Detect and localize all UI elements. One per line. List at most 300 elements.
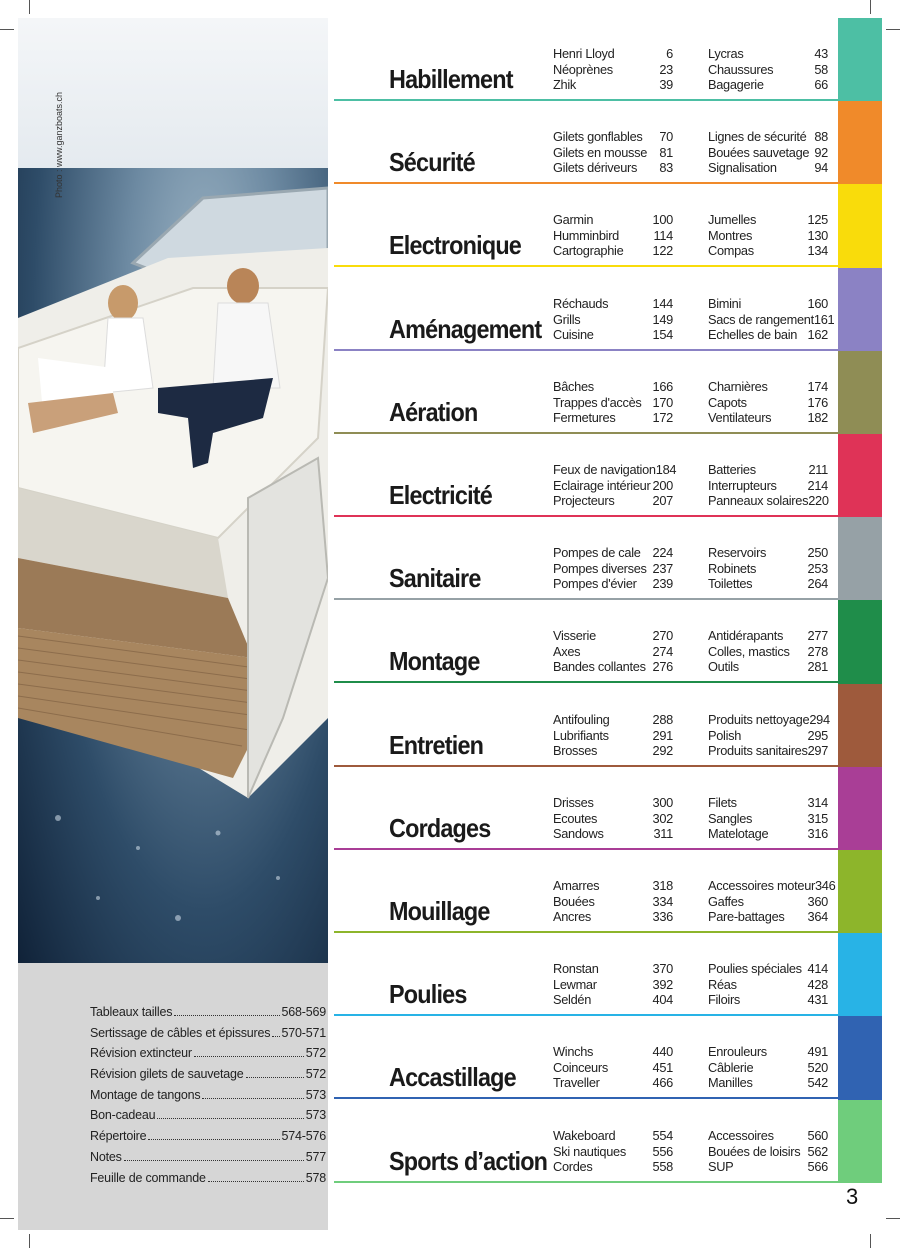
subcategory-item[interactable] — [708, 992, 828, 1008]
subcategory-page: 125 — [807, 212, 828, 227]
subcategory-label: Pompes diverses — [553, 560, 647, 576]
subcategory-item[interactable] — [708, 129, 828, 145]
subcategory-item[interactable] — [708, 1060, 828, 1076]
subcategory-page: 288 — [652, 712, 673, 727]
category-divider — [334, 1181, 838, 1183]
subcategory-item[interactable] — [708, 909, 828, 925]
subcategory-item[interactable] — [553, 46, 673, 62]
subcategory-page: 184 — [655, 462, 677, 477]
subcategory-label: Signalisation — [708, 160, 777, 176]
subcategory-label: Ventilateurs — [708, 410, 772, 426]
subcategory-page: 182 — [807, 410, 828, 426]
subcategory-label: Bimini — [708, 296, 742, 311]
subcategory-item[interactable] — [553, 478, 673, 494]
category-title: Habillement — [389, 64, 513, 94]
subcategory-page: 134 — [807, 243, 828, 259]
category-color-tab[interactable] — [838, 767, 882, 850]
subcategory-item[interactable] — [708, 576, 828, 592]
subcategory-item[interactable] — [553, 228, 673, 244]
subcategory-label: Winchs — [553, 1044, 594, 1059]
page-number: 3 — [846, 1184, 859, 1209]
subcategory-item[interactable] — [553, 62, 673, 78]
subcategory-item[interactable] — [708, 1128, 828, 1144]
subcategory-item[interactable] — [708, 628, 828, 644]
index-item[interactable]: Bon-cadeau 573 — [90, 1108, 326, 1123]
subcategory-label: Axes — [553, 643, 581, 659]
subcategory-label: Lycras — [708, 46, 744, 61]
subcategory-page: 370 — [652, 961, 673, 976]
category-title: Sports d’action — [389, 1146, 548, 1176]
subcategory-page: 162 — [807, 327, 828, 343]
subcategory-page: 39 — [659, 77, 673, 93]
subcategory-label: Cordes — [553, 1159, 593, 1175]
crop-mark — [29, 1234, 30, 1248]
subcategory-page: 300 — [652, 795, 673, 810]
subcategory-page: 83 — [659, 160, 673, 176]
category-column — [708, 712, 828, 759]
crop-mark — [29, 0, 30, 14]
subcategory-item[interactable] — [553, 644, 673, 660]
subcategory-item[interactable] — [553, 493, 673, 509]
subcategory-page: 392 — [652, 976, 673, 992]
category-column — [708, 795, 828, 842]
category-divider — [334, 1097, 838, 1099]
boat-illustration — [18, 18, 328, 963]
subcategory-page: 556 — [652, 1143, 673, 1159]
subcategory-item[interactable] — [553, 212, 673, 228]
subcategory-item[interactable] — [553, 160, 673, 176]
subcategory-item[interactable] — [553, 811, 673, 827]
subcategory-page: 336 — [652, 909, 673, 925]
subcategory-page: 542 — [807, 1075, 828, 1091]
subcategory-item[interactable] — [553, 1044, 673, 1060]
subcategory-label: Bouées sauvetage — [708, 144, 810, 160]
subcategory-label: Gilets dériveurs — [553, 160, 638, 176]
category-column — [553, 46, 673, 93]
subcategory-item[interactable] — [708, 795, 828, 811]
subcategory-item[interactable] — [708, 728, 828, 744]
subcategory-page: 176 — [807, 394, 828, 410]
subcategory-page: 274 — [652, 643, 673, 659]
subcategory-item[interactable] — [553, 728, 673, 744]
category-column — [708, 129, 828, 176]
subcategory-label: Cuisine — [553, 327, 594, 343]
subcategory-page: 281 — [807, 659, 828, 675]
subcategory-page: 214 — [807, 477, 828, 493]
subcategory-page: 292 — [652, 743, 673, 759]
category-column — [708, 1128, 828, 1175]
category-row[interactable] — [334, 850, 838, 933]
subcategory-page: 70 — [659, 129, 673, 144]
subcategory-page: 278 — [807, 643, 828, 659]
subcategory-page: 562 — [807, 1143, 828, 1159]
subcategory-label: Filoirs — [708, 992, 741, 1008]
subcategory-label: Robinets — [708, 560, 757, 576]
category-row[interactable] — [334, 517, 838, 600]
subcategory-page: 558 — [652, 1159, 673, 1175]
category-column — [553, 1044, 673, 1091]
index-item[interactable]: Montage de tangons 573 — [90, 1087, 326, 1102]
subcategory-page: 170 — [652, 394, 673, 410]
subcategory-page: 520 — [807, 1059, 828, 1075]
subcategory-item[interactable] — [708, 212, 828, 228]
subcategory-label: Bouées de loisirs — [708, 1143, 801, 1159]
category-color-tab[interactable] — [838, 850, 882, 933]
category-row[interactable] — [334, 101, 838, 184]
subcategory-label: Enrouleurs — [708, 1044, 767, 1059]
subcategory-page: 220 — [808, 493, 829, 509]
subcategory-label: Outils — [708, 659, 739, 675]
subcategory-item[interactable] — [708, 145, 828, 161]
category-color-tab[interactable] — [838, 434, 882, 517]
subcategory-label: Poulies spéciales — [708, 961, 802, 976]
subcategory-item[interactable] — [553, 576, 673, 592]
subcategory-item[interactable] — [708, 160, 828, 176]
crop-mark — [0, 1218, 14, 1219]
subcategory-label: Gilets gonflables — [553, 129, 643, 144]
category-column — [708, 545, 828, 592]
subcategory-label: Ancres — [553, 909, 592, 925]
category-column — [708, 379, 828, 426]
category-divider — [334, 681, 838, 683]
subcategory-item[interactable] — [708, 712, 828, 728]
subcategory-item[interactable] — [553, 795, 673, 811]
subcategory-item[interactable] — [553, 145, 673, 161]
subcategory-item[interactable] — [708, 743, 828, 759]
category-column — [553, 961, 673, 1008]
category-divider — [334, 265, 838, 267]
subcategory-page: 318 — [652, 878, 673, 893]
subcategory-page: 237 — [652, 560, 673, 576]
subcategory-item[interactable] — [553, 296, 673, 312]
subcategory-label: Sacs de rangement — [708, 311, 814, 327]
category-row[interactable] — [334, 933, 838, 1016]
subcategory-item[interactable] — [708, 478, 828, 494]
subcategory-label: Jumelles — [708, 212, 757, 227]
category-column — [708, 462, 828, 509]
subcategory-item[interactable] — [553, 826, 673, 842]
subcategory-page: 114 — [653, 227, 673, 243]
subcategory-label: Ski nautiques — [553, 1143, 626, 1159]
subcategory-item[interactable] — [553, 77, 673, 93]
boat-photo — [18, 18, 328, 963]
category-column — [553, 129, 673, 176]
subcategory-item[interactable] — [553, 545, 673, 561]
subcategory-label: Matelotage — [708, 826, 769, 842]
subcategory-item[interactable] — [553, 977, 673, 993]
subcategory-label: Lubrifiants — [553, 727, 609, 743]
subcategory-page: 92 — [814, 144, 828, 160]
subcategory-label: Compas — [708, 243, 754, 259]
subcategory-label: Sangles — [708, 810, 753, 826]
subcategory-item[interactable] — [553, 561, 673, 577]
category-color-tab[interactable] — [838, 351, 882, 434]
subcategory-label: Colles, mastics — [708, 643, 790, 659]
subcategory-page: 440 — [652, 1044, 673, 1059]
subcategory-label: Wakeboard — [553, 1128, 616, 1143]
subcategory-label: Projecteurs — [553, 493, 615, 509]
subcategory-page: 172 — [652, 410, 673, 426]
subcategory-page: 94 — [814, 160, 828, 176]
subcategory-page: 207 — [652, 493, 673, 509]
subcategory-label: Brosses — [553, 743, 598, 759]
photo-credit: Photo : www.ganzboats.ch — [54, 91, 64, 198]
crop-mark — [870, 1234, 871, 1248]
subcategory-label: Bâches — [553, 379, 594, 394]
subcategory-page: 250 — [807, 545, 828, 560]
category-color-tab[interactable] — [838, 18, 882, 101]
category-column — [553, 795, 673, 842]
subcategory-label: Coinceurs — [553, 1059, 608, 1075]
subcategory-item[interactable] — [708, 327, 828, 343]
subcategory-label: Pare-battages — [708, 909, 785, 925]
subcategory-label: Seldén — [553, 992, 592, 1008]
subcategory-page: 166 — [652, 379, 673, 394]
subcategory-label: Traveller — [553, 1075, 600, 1091]
subcategory-page: 311 — [653, 826, 673, 842]
subcategory-item[interactable] — [708, 644, 828, 660]
category-column — [553, 212, 673, 259]
subcategory-page: 314 — [807, 795, 828, 810]
category-row[interactable] — [334, 351, 838, 434]
subcategory-item[interactable] — [708, 894, 828, 910]
subcategory-item[interactable] — [553, 743, 673, 759]
crop-mark — [0, 29, 14, 30]
subcategory-label: Cartographie — [553, 243, 624, 259]
subcategory-page: 144 — [652, 296, 673, 311]
subcategory-item[interactable] — [708, 545, 828, 561]
subcategory-page: 297 — [807, 743, 829, 759]
category-color-tab[interactable] — [838, 684, 882, 767]
subcategory-item[interactable] — [708, 296, 828, 312]
subcategory-item[interactable] — [708, 462, 828, 478]
category-title: Cordages — [389, 813, 491, 843]
subcategory-item[interactable] — [708, 77, 828, 93]
subcategory-label: Batteries — [708, 462, 756, 477]
subcategory-page: 295 — [807, 727, 828, 743]
subcategory-item[interactable] — [553, 129, 673, 145]
subcategory-label: Lignes de sécurité — [708, 129, 807, 144]
index-item[interactable]: Tableaux tailles 568-569 — [90, 1005, 326, 1019]
subcategory-item[interactable] — [553, 909, 673, 925]
subcategory-item[interactable] — [553, 379, 673, 395]
subcategory-item[interactable] — [553, 1159, 673, 1175]
category-color-tab[interactable] — [838, 1100, 882, 1183]
category-column — [708, 296, 835, 343]
subcategory-label: Réas — [708, 976, 737, 992]
subcategory-label: Sandows — [553, 826, 604, 842]
category-title: Montage — [389, 646, 480, 676]
category-column — [708, 628, 828, 675]
subcategory-item[interactable] — [553, 878, 673, 894]
subcategory-item[interactable] — [553, 961, 673, 977]
subcategory-item[interactable] — [708, 1144, 828, 1160]
category-row[interactable] — [334, 184, 838, 267]
category-color-tab[interactable] — [838, 268, 882, 351]
index-item[interactable]: Feuille de commande 578 — [90, 1170, 326, 1185]
subcategory-page: 149 — [652, 311, 673, 327]
category-row[interactable] — [334, 767, 838, 850]
subcategory-page: 200 — [652, 477, 673, 493]
subcategory-page: 346 — [814, 878, 836, 893]
subcategory-item[interactable] — [708, 395, 828, 411]
category-column — [553, 628, 673, 675]
category-column — [553, 379, 673, 426]
index-item[interactable]: Révision extincteur 572 — [90, 1046, 326, 1061]
subcategory-label: Fermetures — [553, 410, 616, 426]
subcategory-label: Manilles — [708, 1075, 753, 1091]
subcategory-item[interactable] — [708, 311, 835, 328]
subcategory-item[interactable] — [708, 659, 828, 675]
subcategory-item[interactable] — [708, 977, 828, 993]
subcategory-label: Toilettes — [708, 576, 753, 592]
subcategory-item[interactable] — [553, 992, 673, 1008]
category-color-tab[interactable] — [838, 101, 882, 184]
subcategory-page: 160 — [807, 296, 828, 311]
subcategory-label: Bagagerie — [708, 77, 764, 93]
category-column — [553, 296, 673, 343]
index-item[interactable]: Répertoire 574-576 — [90, 1129, 326, 1144]
subcategory-page: 264 — [807, 576, 828, 592]
subcategory-page: 554 — [652, 1128, 673, 1143]
category-color-tab[interactable] — [838, 184, 882, 268]
subcategory-label: Antifouling — [553, 712, 610, 727]
subcategory-label: Feux de navigation — [553, 462, 656, 477]
subcategory-item[interactable] — [708, 1159, 828, 1175]
subcategory-label: Lewmar — [553, 976, 597, 992]
subcategory-label: SUP — [708, 1159, 734, 1175]
subcategory-label: Bouées — [553, 893, 595, 909]
category-column — [708, 878, 836, 925]
category-title: Entretien — [389, 730, 484, 760]
subcategory-item[interactable] — [708, 493, 828, 509]
category-title: Aération — [389, 397, 478, 427]
category-color-tab[interactable] — [838, 600, 882, 684]
category-color-tab[interactable] — [838, 517, 882, 600]
subcategory-item[interactable] — [708, 811, 828, 827]
subcategory-item[interactable] — [553, 1075, 673, 1091]
subcategory-item[interactable] — [553, 1128, 673, 1144]
subcategory-item[interactable] — [553, 243, 673, 259]
subcategory-label: Chaussures — [708, 61, 774, 77]
index-panel — [18, 963, 328, 1230]
subcategory-item[interactable] — [553, 894, 673, 910]
category-row[interactable] — [334, 268, 838, 351]
subcategory-label: Pompes de cale — [553, 545, 641, 560]
category-title: Electronique — [389, 230, 522, 260]
subcategory-label: Visserie — [553, 628, 596, 643]
subcategory-page: 81 — [659, 144, 673, 160]
subcategory-item[interactable] — [708, 826, 828, 842]
category-color-tab[interactable] — [838, 933, 882, 1016]
subcategory-label: Réchauds — [553, 296, 609, 311]
category-color-tab[interactable] — [838, 1016, 882, 1100]
category-title: Accastillage — [389, 1062, 516, 1092]
category-row[interactable] — [334, 1100, 838, 1183]
subcategory-label: Echelles de bain — [708, 327, 798, 343]
subcategory-item[interactable] — [553, 628, 673, 644]
subcategory-item[interactable] — [553, 1060, 673, 1076]
subcategory-page: 122 — [652, 243, 673, 259]
subcategory-page: 364 — [807, 909, 828, 925]
subcategory-item[interactable] — [708, 961, 828, 977]
subcategory-page: 316 — [807, 826, 828, 842]
subcategory-item[interactable] — [553, 410, 673, 426]
subcategory-label: Humminbird — [553, 227, 619, 243]
category-row[interactable] — [334, 18, 838, 101]
subcategory-item[interactable] — [553, 395, 673, 411]
index-item[interactable]: Sertissage de câbles et épissures 570-571 — [90, 1025, 326, 1040]
category-row[interactable] — [334, 1016, 838, 1099]
category-row[interactable] — [334, 600, 838, 683]
subcategory-label: Antidérapants — [708, 628, 784, 643]
subcategory-item[interactable] — [708, 62, 828, 78]
category-title: Aménagement — [389, 314, 542, 344]
subcategory-label: Produits sanitaires — [708, 743, 808, 759]
category-column — [553, 878, 673, 925]
subcategory-page: 239 — [652, 576, 673, 592]
subcategory-label: Produits nettoyage — [708, 712, 810, 727]
category-title: Poulies — [389, 979, 467, 1009]
subcategory-item[interactable] — [553, 312, 673, 328]
subcategory-item[interactable] — [553, 1144, 673, 1160]
subcategory-item[interactable] — [553, 659, 673, 675]
category-row[interactable] — [334, 684, 838, 767]
subcategory-item[interactable] — [708, 410, 828, 426]
subcategory-label: Interrupteurs — [708, 477, 777, 493]
index-item[interactable]: Révision gilets de sauvetage 572 — [90, 1067, 326, 1082]
subcategory-item[interactable] — [553, 712, 673, 728]
category-title: Sécurité — [389, 147, 475, 177]
subcategory-item[interactable] — [708, 46, 828, 62]
subcategory-label: Panneaux solaires — [708, 493, 809, 509]
subcategory-label: Néoprènes — [553, 61, 613, 77]
subcategory-label: Pompes d'évier — [553, 576, 637, 592]
subcategory-page: 414 — [807, 961, 828, 976]
subcategory-label: Filets — [708, 795, 737, 810]
subcategory-page: 428 — [807, 976, 828, 992]
subcategory-label: Accessoires — [708, 1128, 774, 1143]
subcategory-item[interactable] — [708, 228, 828, 244]
subcategory-item[interactable] — [708, 561, 828, 577]
subcategory-item[interactable] — [553, 462, 677, 478]
subcategory-page: 66 — [814, 77, 828, 93]
subcategory-label: Gaffes — [708, 893, 744, 909]
category-row[interactable] — [334, 434, 838, 517]
subcategory-page: 466 — [652, 1075, 673, 1091]
subcategory-item[interactable] — [708, 243, 828, 259]
subcategory-item[interactable] — [708, 878, 836, 894]
category-column — [708, 212, 828, 259]
subcategory-item[interactable] — [708, 1075, 828, 1091]
crop-mark — [886, 1218, 900, 1219]
index-list — [90, 1005, 326, 1191]
subcategory-page: 211 — [808, 462, 828, 477]
subcategory-label: Grills — [553, 311, 581, 327]
category-title: Electricité — [389, 480, 492, 510]
subcategory-label: Zhik — [553, 77, 576, 93]
index-item[interactable]: Notes 577 — [90, 1149, 326, 1164]
crop-mark — [870, 0, 871, 14]
subcategory-item[interactable] — [708, 379, 828, 395]
subcategory-page: 224 — [652, 545, 673, 560]
subcategory-item[interactable] — [708, 1044, 828, 1060]
subcategory-page: 560 — [807, 1128, 828, 1143]
subcategory-page: 88 — [814, 129, 828, 144]
subcategory-label: Henri Lloyd — [553, 46, 615, 61]
subcategory-item[interactable] — [553, 327, 673, 343]
subcategory-page: 154 — [652, 327, 673, 343]
